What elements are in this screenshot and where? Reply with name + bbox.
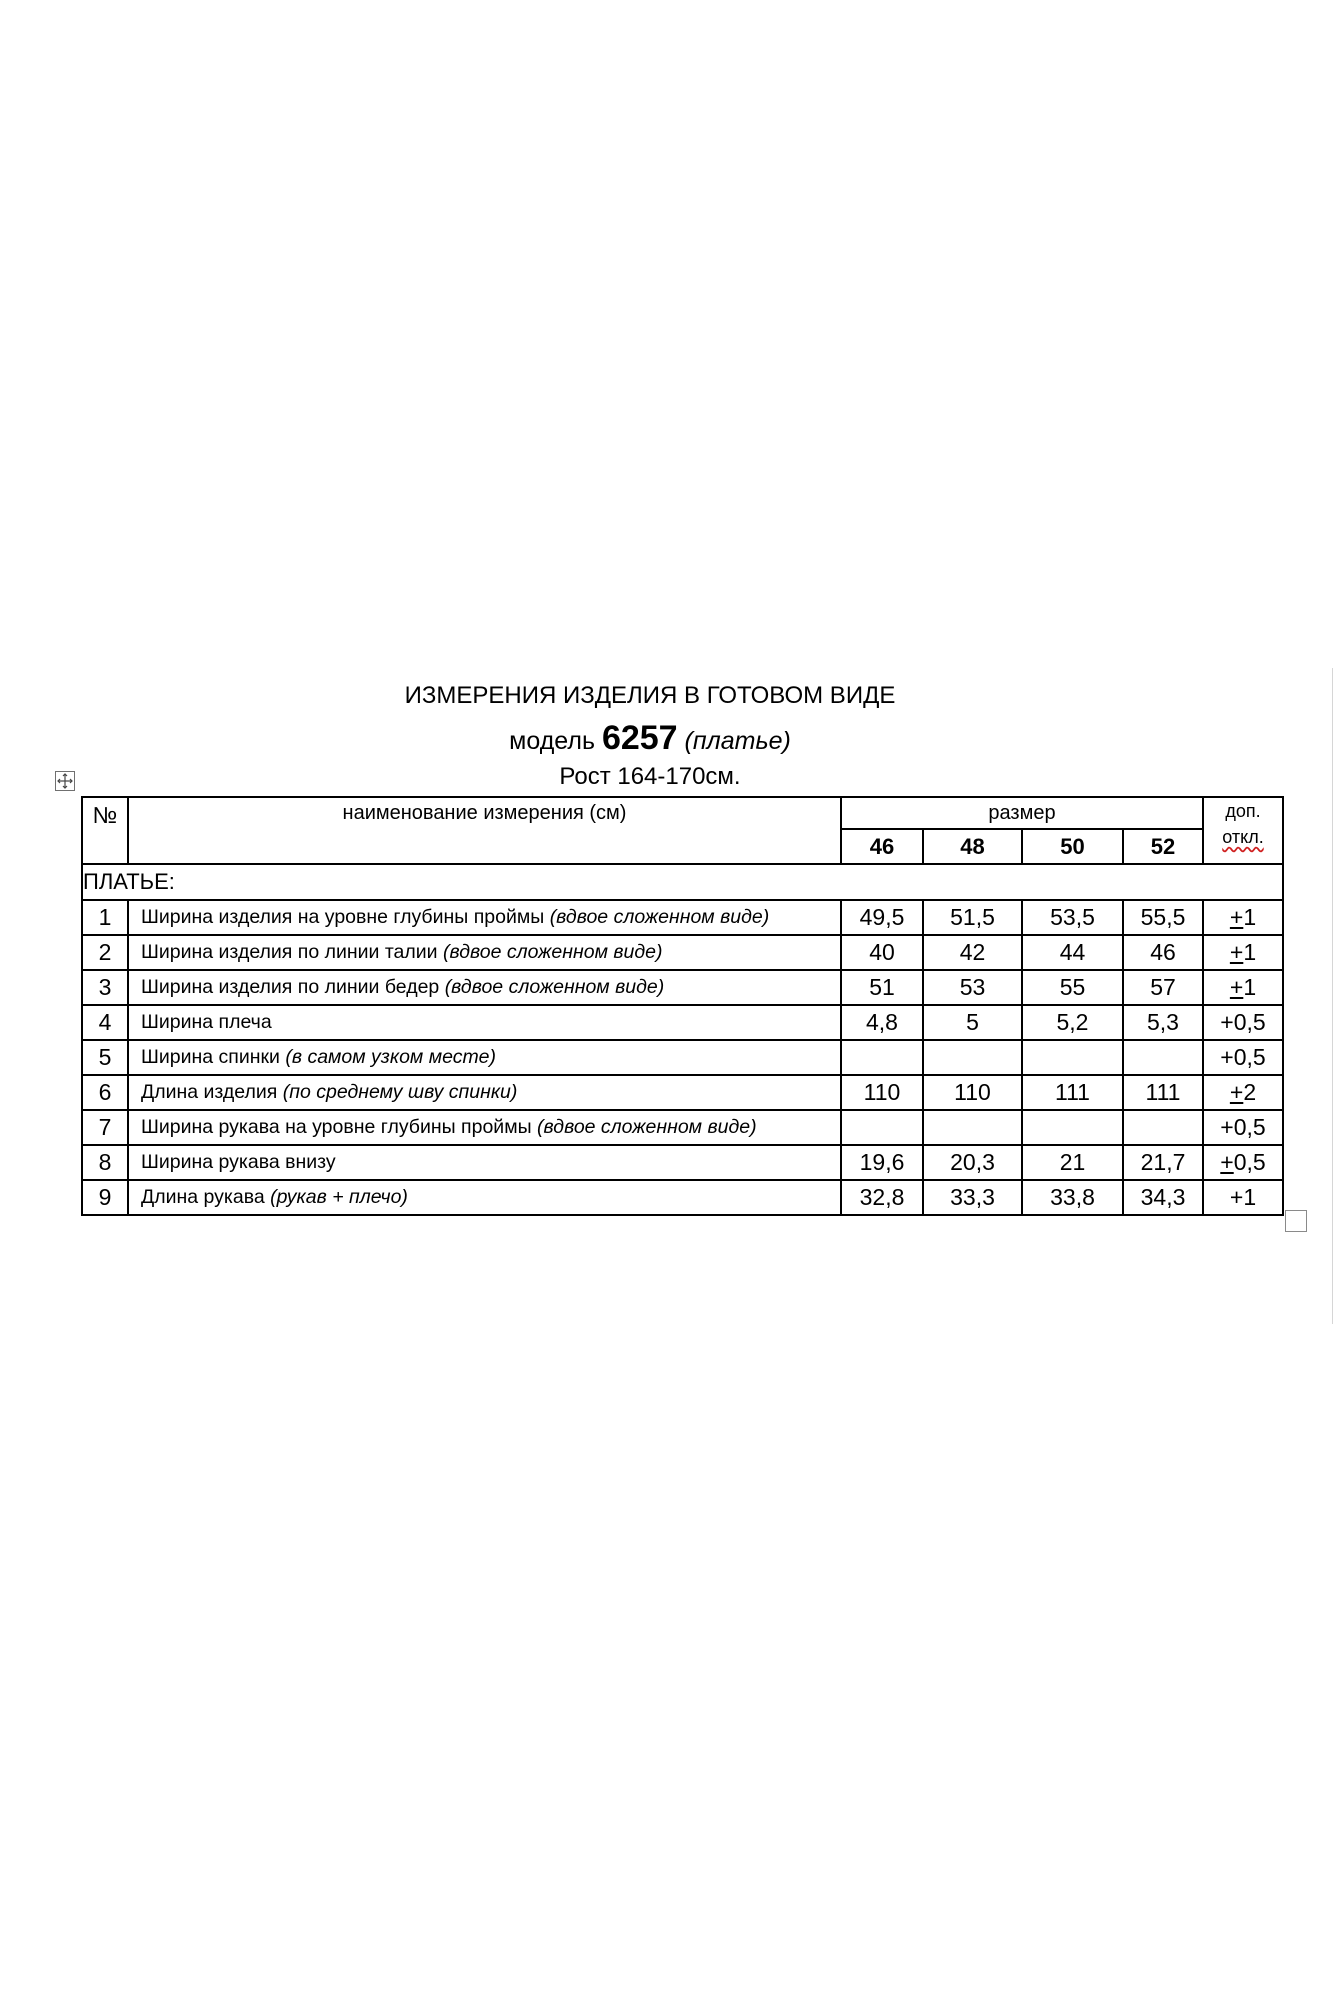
size-value — [1022, 1040, 1123, 1075]
size-value — [1022, 1110, 1123, 1145]
size-value: 32,8 — [841, 1180, 923, 1215]
measurement-name: Ширина изделия по линии бедер — [141, 976, 440, 998]
tolerance-value — [1203, 1040, 1283, 1075]
size-value: 53 — [923, 970, 1022, 1005]
model-number: 6257 — [601, 719, 678, 757]
tolerance-amount: 1 — [1243, 939, 1257, 965]
size-value: 111 — [1123, 1075, 1203, 1110]
tolerance-sign: + — [1229, 904, 1244, 930]
measurement-name: Ширина спинки — [141, 1046, 280, 1068]
table-resize-handle[interactable] — [1285, 1210, 1307, 1232]
row-number: 6 — [82, 1075, 128, 1110]
tolerance-amount: 0,5 — [1233, 1149, 1266, 1175]
measurement-name: Ширина изделия на уровне глубины проймы — [141, 906, 545, 928]
tolerance-sign: + — [1220, 1149, 1234, 1175]
table-row — [82, 1145, 1283, 1180]
size-value: 110 — [841, 1075, 923, 1110]
row-number: 1 — [82, 900, 128, 935]
size-value — [841, 1040, 923, 1075]
model-prefix: модель — [509, 727, 595, 755]
tolerance-value — [1203, 1075, 1283, 1110]
tolerance-sign: + — [1229, 1184, 1244, 1210]
size-value: 46 — [1123, 935, 1203, 970]
table-row — [82, 1075, 1283, 1110]
row-number: 2 — [82, 935, 128, 970]
table-row — [82, 900, 1283, 935]
size-value: 21,7 — [1123, 1145, 1203, 1180]
measurement-name-cell — [128, 1180, 841, 1215]
table-row — [82, 1005, 1283, 1040]
tolerance-amount: 0,5 — [1233, 1114, 1266, 1140]
tolerance-amount: 0,5 — [1233, 1009, 1266, 1035]
size-value: 34,3 — [1123, 1180, 1203, 1215]
size-value: 5,2 — [1022, 1005, 1123, 1040]
tolerance-sign: + — [1229, 1079, 1244, 1105]
size-value: 55 — [1022, 970, 1123, 1005]
tolerance-sign: + — [1220, 1044, 1234, 1070]
measurement-note: (вдвое сложенном виде) — [537, 1116, 757, 1138]
height-range: Рост 164-170см. — [559, 763, 741, 790]
size-value — [1123, 1040, 1203, 1075]
model-line — [80, 719, 1220, 758]
tolerance-value — [1203, 1110, 1283, 1145]
measurement-name-cell — [128, 1110, 841, 1145]
header-tolerance-line1: доп. — [1225, 801, 1261, 821]
measurement-name-cell — [128, 970, 841, 1005]
measurement-name: Ширина изделия по линии талии — [141, 941, 438, 963]
measurement-note: (по среднему шву спинки) — [282, 1081, 518, 1103]
row-number: 3 — [82, 970, 128, 1005]
tolerance-value — [1203, 1005, 1283, 1040]
size-header-cell: 50 — [1022, 829, 1123, 864]
tolerance-amount: 0,5 — [1233, 1044, 1266, 1070]
header-number: № — [82, 797, 128, 864]
row-number: 8 — [82, 1145, 128, 1180]
size-value: 55,5 — [1123, 900, 1203, 935]
tolerance-amount: 1 — [1243, 904, 1257, 930]
measurement-name: Длина изделия — [141, 1081, 278, 1103]
tolerance-value — [1203, 970, 1283, 1005]
header-size: размер — [841, 797, 1203, 829]
size-value: 57 — [1123, 970, 1203, 1005]
table-row — [82, 1180, 1283, 1215]
tolerance-amount: 2 — [1243, 1079, 1257, 1105]
tolerance-sign: + — [1229, 974, 1244, 1000]
header-tolerance — [1203, 797, 1283, 864]
measurement-name-cell — [128, 1005, 841, 1040]
size-value: 40 — [841, 935, 923, 970]
size-header-cell: 46 — [841, 829, 923, 864]
tolerance-sign: + — [1220, 1114, 1234, 1140]
table-move-handle-icon[interactable] — [55, 771, 75, 791]
size-value — [841, 1110, 923, 1145]
measurements-table — [81, 796, 1284, 1216]
measurement-note: (рукав + плечо) — [270, 1186, 408, 1208]
size-value: 51,5 — [923, 900, 1022, 935]
document-title: ИЗМЕРЕНИЯ ИЗДЕЛИЯ В ГОТОВОМ ВИДЕ — [404, 682, 896, 709]
measurement-name: Ширина плеча — [141, 1011, 272, 1033]
measurement-name-cell — [128, 935, 841, 970]
measurement-note: (вдвое сложенном виде) — [444, 976, 665, 998]
measurement-name-cell — [128, 1145, 841, 1180]
size-value: 21 — [1022, 1145, 1123, 1180]
tolerance-value — [1203, 935, 1283, 970]
section-title: ПЛАТЬЕ: — [82, 864, 1283, 900]
size-value — [923, 1040, 1022, 1075]
table-row — [82, 970, 1283, 1005]
size-value: 5,3 — [1123, 1005, 1203, 1040]
size-value: 42 — [923, 935, 1022, 970]
measurement-note: (вдвое сложенном виде) — [442, 941, 663, 963]
tolerance-amount: 1 — [1243, 974, 1257, 1000]
size-value: 20,3 — [923, 1145, 1022, 1180]
table-row — [82, 1110, 1283, 1145]
size-value — [1123, 1110, 1203, 1145]
tolerance-value — [1203, 900, 1283, 935]
row-number: 7 — [82, 1110, 128, 1145]
measurement-name-cell — [128, 900, 841, 935]
size-header-cell: 48 — [923, 829, 1022, 864]
header-measurement-name: наименование измерения (см) — [128, 797, 841, 864]
size-value: 53,5 — [1022, 900, 1123, 935]
tolerance-amount: 1 — [1243, 1184, 1257, 1210]
tolerance-sign: + — [1220, 1009, 1234, 1035]
row-number: 9 — [82, 1180, 128, 1215]
measurement-name: Ширина рукава внизу — [141, 1151, 336, 1173]
measurement-name: Длина рукава — [141, 1186, 265, 1208]
row-number: 4 — [82, 1005, 128, 1040]
size-value — [923, 1110, 1022, 1145]
measurement-name-cell — [128, 1075, 841, 1110]
tolerance-sign: + — [1229, 939, 1244, 965]
size-value: 110 — [923, 1075, 1022, 1110]
header-tolerance-line2: откл. — [1222, 827, 1264, 847]
model-type: (платье) — [684, 727, 791, 755]
size-value: 51 — [841, 970, 923, 1005]
table-row — [82, 1040, 1283, 1075]
size-value: 111 — [1022, 1075, 1123, 1110]
tolerance-value — [1203, 1180, 1283, 1215]
size-value: 19,6 — [841, 1145, 923, 1180]
row-number: 5 — [82, 1040, 128, 1075]
measurement-note: (вдвое сложенном виде) — [549, 906, 770, 928]
measurement-note: (в самом узком месте) — [285, 1046, 497, 1068]
tolerance-value — [1203, 1145, 1283, 1180]
size-value: 44 — [1022, 935, 1123, 970]
size-value: 33,3 — [923, 1180, 1022, 1215]
size-header-cell: 52 — [1123, 829, 1203, 864]
measurement-name: Ширина рукава на уровне глубины проймы — [141, 1116, 532, 1138]
size-value: 33,8 — [1022, 1180, 1123, 1215]
size-value: 5 — [923, 1005, 1022, 1040]
size-value: 4,8 — [841, 1005, 923, 1040]
measurement-name-cell — [128, 1040, 841, 1075]
size-value: 49,5 — [841, 900, 923, 935]
table-row — [82, 935, 1283, 970]
